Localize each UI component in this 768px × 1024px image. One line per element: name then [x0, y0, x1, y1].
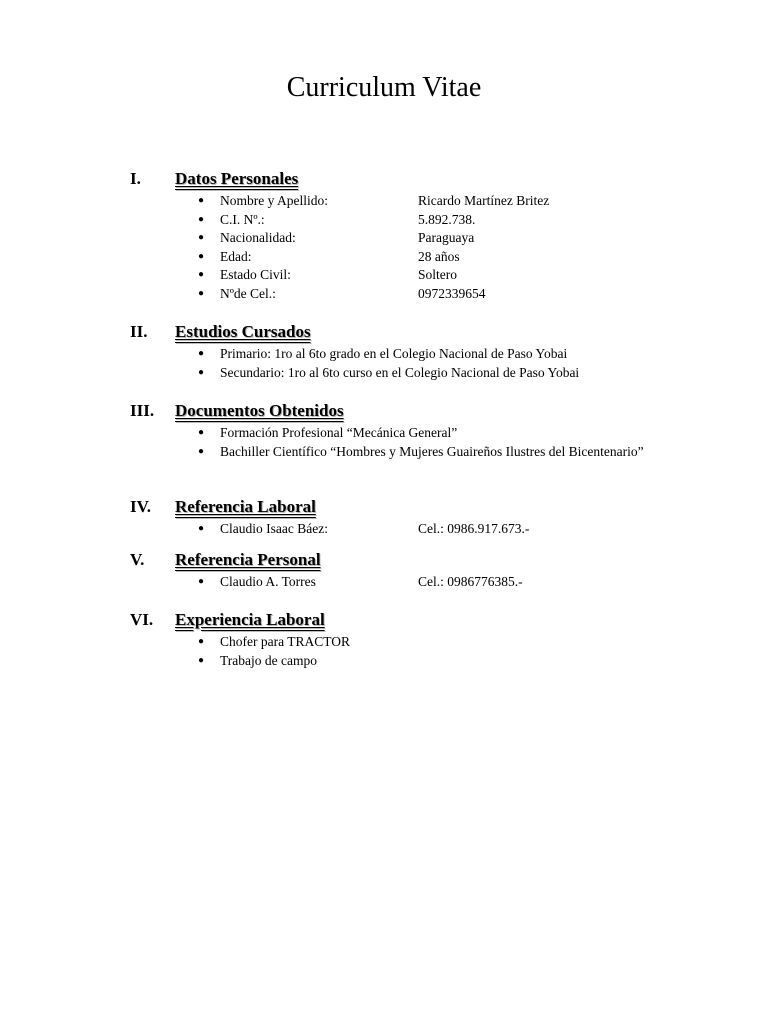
list-item [0, 345, 660, 364]
section-number: I. [130, 169, 141, 188]
item-value: 5.892.738. [418, 211, 476, 227]
list-item [0, 248, 660, 267]
bullet-icon: ● [198, 269, 205, 280]
list-item [0, 652, 660, 671]
item-text: Formación Profesional “Mecánica General” [220, 425, 458, 440]
item-value: Cel.: 0986.917.673.- [418, 521, 530, 536]
section-datos-personales [0, 168, 768, 303]
list-item [0, 229, 660, 248]
list-item [0, 192, 660, 211]
section-estudios-cursados [0, 321, 768, 382]
section-title: Datos Personales [175, 169, 299, 188]
section-list [0, 424, 768, 461]
item-key: Nacionalidad: [220, 230, 296, 245]
section-list [0, 192, 768, 303]
list-item [0, 211, 660, 230]
section-title: Estudios Cursados [175, 322, 311, 341]
list-item [0, 443, 660, 462]
section-list [0, 520, 768, 539]
item-value: Cel.: 0986776385.- [418, 574, 523, 589]
item-key: Claudio Isaac Báez: [220, 521, 328, 536]
section-number: III. [130, 401, 155, 420]
list-item [0, 573, 660, 592]
list-item [0, 520, 660, 539]
section-number: V. [130, 550, 145, 569]
section-title: Referencia Laboral [175, 497, 316, 516]
section-number: II. [130, 322, 148, 341]
item-value: 28 años [418, 248, 460, 264]
item-key: Edad: [220, 248, 252, 264]
item-key: Nºde Cel.: [220, 285, 276, 301]
bullet-icon: ● [198, 348, 205, 359]
bullet-icon: ● [198, 213, 205, 225]
item-text: Trabajo de campo [220, 652, 317, 668]
section-number: VI. [130, 610, 154, 629]
section-list [0, 573, 768, 592]
bullet-icon: ● [198, 445, 205, 457]
bullet-icon: ● [198, 576, 205, 587]
bullet-icon: ● [198, 523, 205, 534]
document-title: Curriculum Vitae [286, 72, 482, 103]
section-documentos-obtenidos [0, 400, 768, 461]
section-referencia-personal [0, 549, 768, 592]
section-heading [0, 496, 768, 520]
bullet-icon: ● [198, 366, 205, 378]
section-title: Documentos Obtenidos [175, 401, 344, 420]
section-title: Referencia Personal [175, 550, 321, 569]
item-text: Bachiller Científico “Hombres y Mujeres Guaireños Ilustres del Bicentenario” [220, 443, 644, 459]
section-heading [0, 549, 768, 573]
item-text: Chofer para TRACTOR [220, 634, 350, 649]
item-text: Secundario: 1ro al 6to curso en el Colegio Nacional de Paso Yobai [220, 364, 580, 380]
list-item [0, 285, 660, 304]
list-item [0, 633, 660, 652]
bullet-icon: ● [198, 250, 205, 262]
section-experiencia-laboral [0, 609, 768, 670]
item-key: Estado Civil: [220, 267, 291, 282]
section-heading [0, 609, 768, 633]
item-key: Claudio A. Torres [220, 574, 316, 589]
bullet-icon: ● [198, 654, 205, 666]
bullet-icon: ● [198, 427, 205, 438]
item-key: Nombre y Apellido: [220, 193, 328, 208]
item-value: 0972339654 [418, 285, 486, 301]
section-number: IV. [130, 497, 151, 516]
item-value: Paraguaya [418, 230, 475, 245]
bullet-icon: ● [198, 195, 205, 206]
section-list [0, 345, 768, 382]
bullet-icon: ● [198, 232, 205, 243]
section-heading [0, 321, 768, 345]
list-item [0, 364, 660, 383]
list-item [0, 266, 660, 285]
section-heading [0, 400, 768, 424]
list-item [0, 424, 660, 443]
section-title: Experiencia Laboral [175, 610, 325, 629]
section-referencia-laboral [0, 496, 768, 539]
item-text: Primario: 1ro al 6to grado en el Colegio Nacional de Paso Yobai [220, 346, 568, 361]
section-list [0, 633, 768, 670]
item-value: Ricardo Martínez Britez [418, 193, 550, 208]
item-value: Soltero [418, 267, 457, 282]
bullet-icon: ● [198, 636, 205, 647]
section-heading [0, 168, 768, 192]
bullet-icon: ● [198, 287, 205, 299]
item-key: C.I. Nº.: [220, 211, 265, 227]
